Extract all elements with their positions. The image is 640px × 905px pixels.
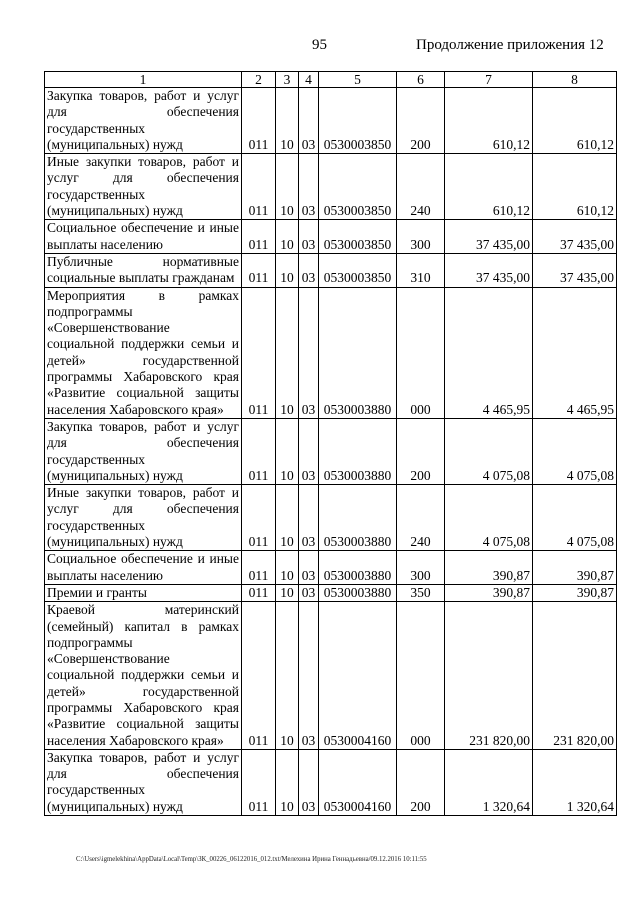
cell-subsection: 03 — [299, 287, 319, 418]
cell-chapter: 011 — [242, 602, 276, 750]
cell-amount-2: 231 820,00 — [533, 602, 617, 750]
row-name: Премии и гранты — [45, 584, 242, 601]
cell-expense-type: 000 — [397, 602, 445, 750]
row-name: Социальное обеспечение и иные выплаты населению — [45, 551, 242, 585]
column-header: 3 — [276, 72, 299, 88]
file-path-footer: C:\Users\igmelekhina\AppData\Local\Temp\ЗК_00226_06122016_012.txt/Мелехина Ирина Геннадьевна/09.12.2016 10:11:55 — [76, 856, 427, 863]
cell-section: 10 — [276, 287, 299, 418]
cell-subsection: 03 — [299, 418, 319, 484]
cell-subsection: 03 — [299, 253, 319, 287]
column-header: 5 — [319, 72, 397, 88]
cell-section: 10 — [276, 88, 299, 154]
cell-section: 10 — [276, 551, 299, 585]
cell-chapter: 011 — [242, 220, 276, 254]
cell-expense-type: 310 — [397, 253, 445, 287]
table-row — [45, 88, 617, 154]
cell-subsection: 03 — [299, 584, 319, 601]
cell-section: 10 — [276, 749, 299, 815]
cell-target-article: 0530004160 — [319, 749, 397, 815]
column-header: 8 — [533, 72, 617, 88]
cell-chapter: 011 — [242, 551, 276, 585]
cell-chapter: 011 — [242, 88, 276, 154]
cell-section: 10 — [276, 485, 299, 551]
cell-chapter: 011 — [242, 584, 276, 601]
cell-amount-2: 1 320,64 — [533, 749, 617, 815]
cell-amount-2: 37 435,00 — [533, 220, 617, 254]
row-name: Закупка товаров, работ и услуг для обеспечения государственных (муниципальных) нужд — [45, 418, 242, 484]
cell-subsection: 03 — [299, 220, 319, 254]
cell-section: 10 — [276, 584, 299, 601]
row-name: Краевой материнский (семейный) капитал в рамках подпрограммы «Совершенствование социальной поддержки семьи и детей» государственной программы Хабаровского края «Развитие социальной защиты населения Хабаровского края» — [45, 602, 242, 750]
cell-chapter: 011 — [242, 749, 276, 815]
row-name: Мероприятия в рамках подпрограммы «Совершенствование социальной поддержки семьи и детей» государственной программы Хабаровского края «Развитие социальной защиты населения Хабаровского края» — [45, 287, 242, 418]
cell-chapter: 011 — [242, 287, 276, 418]
cell-amount-2: 4 465,95 — [533, 287, 617, 418]
cell-amount-2: 390,87 — [533, 551, 617, 585]
cell-section: 10 — [276, 602, 299, 750]
table-row — [45, 154, 617, 220]
cell-target-article: 0530003880 — [319, 551, 397, 585]
continuation-title: Продолжение приложения 12 — [416, 37, 604, 53]
cell-subsection: 03 — [299, 551, 319, 585]
cell-chapter: 011 — [242, 418, 276, 484]
table-row — [45, 287, 617, 418]
cell-amount-1: 610,12 — [445, 88, 533, 154]
cell-amount-1: 4 465,95 — [445, 287, 533, 418]
cell-amount-1: 4 075,08 — [445, 418, 533, 484]
table-row — [45, 584, 617, 601]
cell-subsection: 03 — [299, 749, 319, 815]
cell-section: 10 — [276, 154, 299, 220]
cell-subsection: 03 — [299, 485, 319, 551]
cell-target-article: 0530003880 — [319, 485, 397, 551]
cell-target-article: 0530003850 — [319, 154, 397, 220]
cell-amount-1: 610,12 — [445, 154, 533, 220]
cell-amount-2: 4 075,08 — [533, 485, 617, 551]
cell-expense-type: 200 — [397, 418, 445, 484]
table-header-row — [45, 72, 617, 88]
cell-amount-1: 4 075,08 — [445, 485, 533, 551]
table-row — [45, 749, 617, 815]
cell-chapter: 011 — [242, 154, 276, 220]
cell-section: 10 — [276, 253, 299, 287]
cell-amount-1: 37 435,00 — [445, 220, 533, 254]
page-number: 95 — [312, 37, 327, 53]
table-row — [45, 551, 617, 585]
cell-target-article: 0530003850 — [319, 220, 397, 254]
cell-subsection: 03 — [299, 154, 319, 220]
row-name: Закупка товаров, работ и услуг для обеспечения государственных (муниципальных) нужд — [45, 749, 242, 815]
table-row — [45, 253, 617, 287]
cell-target-article: 0530004160 — [319, 602, 397, 750]
cell-target-article: 0530003880 — [319, 584, 397, 601]
cell-expense-type: 200 — [397, 88, 445, 154]
row-name: Публичные нормативные социальные выплаты гражданам — [45, 253, 242, 287]
cell-amount-2: 37 435,00 — [533, 253, 617, 287]
cell-amount-1: 1 320,64 — [445, 749, 533, 815]
cell-amount-2: 390,87 — [533, 584, 617, 601]
cell-expense-type: 240 — [397, 485, 445, 551]
cell-subsection: 03 — [299, 602, 319, 750]
table-row — [45, 485, 617, 551]
column-header: 6 — [397, 72, 445, 88]
column-header: 2 — [242, 72, 276, 88]
cell-amount-2: 4 075,08 — [533, 418, 617, 484]
cell-expense-type: 240 — [397, 154, 445, 220]
column-header: 7 — [445, 72, 533, 88]
row-name: Иные закупки товаров, работ и услуг для обеспечения государственных (муниципальных) нужд — [45, 154, 242, 220]
cell-amount-1: 37 435,00 — [445, 253, 533, 287]
cell-expense-type: 200 — [397, 749, 445, 815]
cell-chapter: 011 — [242, 485, 276, 551]
cell-section: 10 — [276, 418, 299, 484]
cell-target-article: 0530003880 — [319, 287, 397, 418]
budget-table — [44, 71, 617, 816]
cell-subsection: 03 — [299, 88, 319, 154]
table-row — [45, 418, 617, 484]
cell-target-article: 0530003850 — [319, 88, 397, 154]
cell-chapter: 011 — [242, 253, 276, 287]
cell-target-article: 0530003850 — [319, 253, 397, 287]
cell-amount-1: 390,87 — [445, 551, 533, 585]
column-header: 4 — [299, 72, 319, 88]
cell-expense-type: 300 — [397, 220, 445, 254]
cell-expense-type: 300 — [397, 551, 445, 585]
row-name: Социальное обеспечение и иные выплаты населению — [45, 220, 242, 254]
cell-target-article: 0530003880 — [319, 418, 397, 484]
cell-section: 10 — [276, 220, 299, 254]
table-row — [45, 602, 617, 750]
cell-expense-type: 000 — [397, 287, 445, 418]
row-name: Иные закупки товаров, работ и услуг для обеспечения государственных (муниципальных) нужд — [45, 485, 242, 551]
table-row — [45, 220, 617, 254]
cell-amount-2: 610,12 — [533, 154, 617, 220]
cell-amount-1: 390,87 — [445, 584, 533, 601]
cell-expense-type: 350 — [397, 584, 445, 601]
column-header: 1 — [45, 72, 242, 88]
cell-amount-2: 610,12 — [533, 88, 617, 154]
cell-amount-1: 231 820,00 — [445, 602, 533, 750]
row-name: Закупка товаров, работ и услуг для обеспечения государственных (муниципальных) нужд — [45, 88, 242, 154]
